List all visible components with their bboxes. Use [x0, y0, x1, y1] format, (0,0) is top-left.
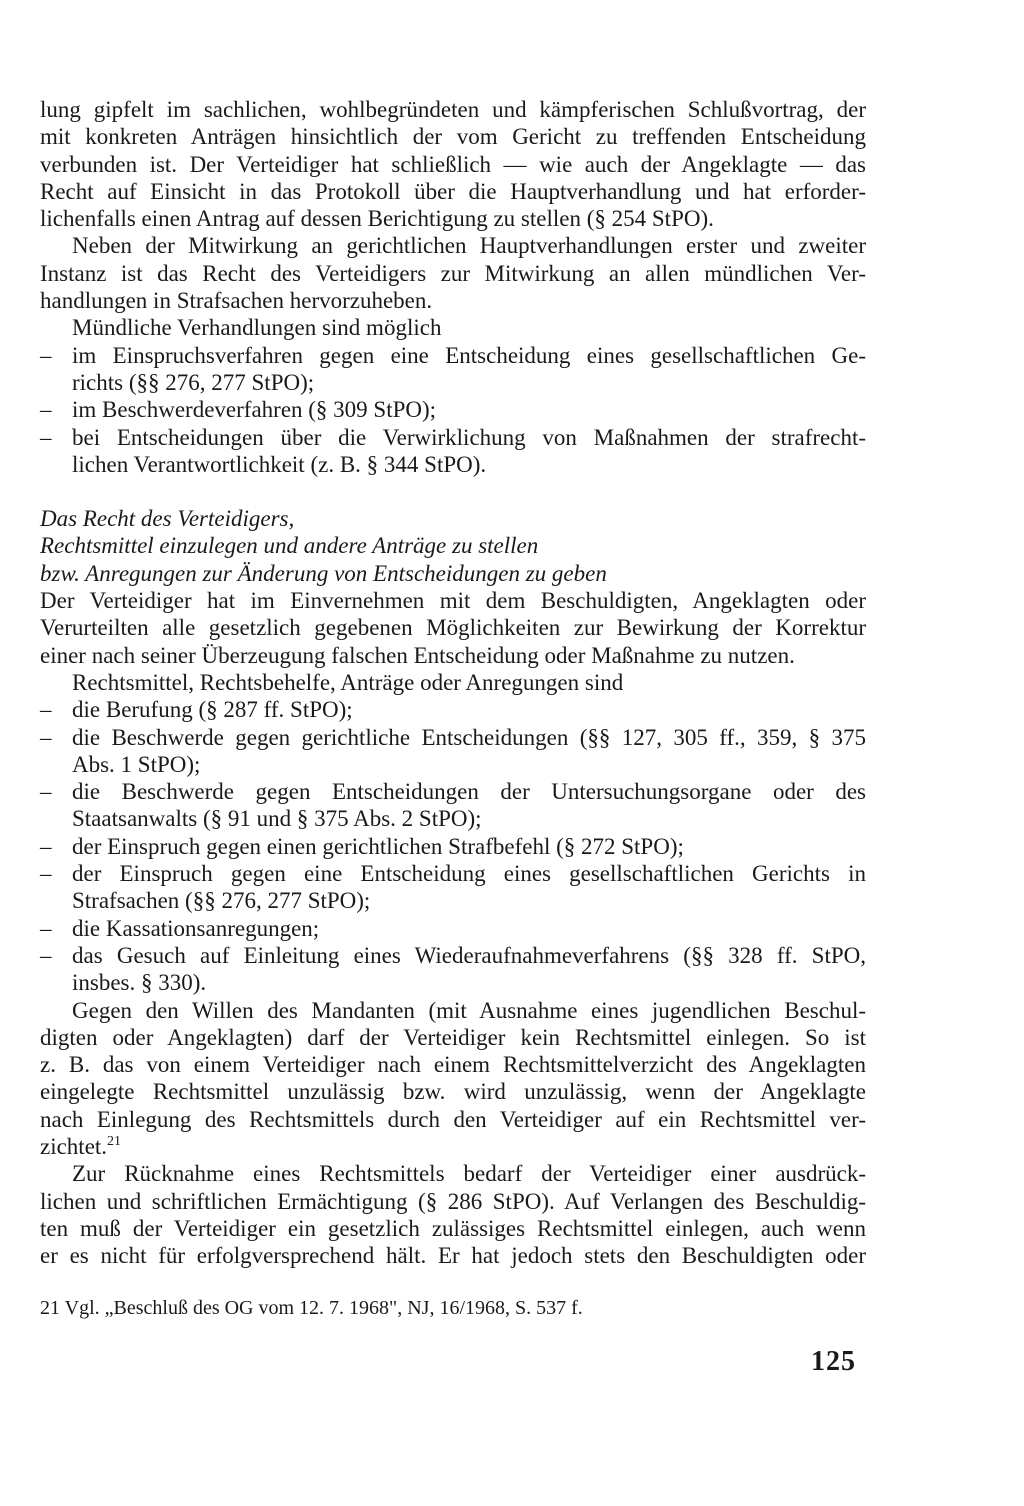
- text-line: das Gesuch auf Einleitung eines Wiederaufnahmeverfahrens (§§ 328 ff. StPO,: [72, 942, 866, 968]
- text-line: Zur Rücknahme eines Rechtsmittels bedarf der Verteidiger einer ausdrück-: [72, 1161, 866, 1187]
- dash-list: [40, 342, 866, 478]
- list-item: [40, 696, 866, 723]
- page-number: 125: [811, 1346, 856, 1377]
- paragraph: [40, 587, 866, 669]
- text-line: Neben der Mitwirkung an gerichtlichen Hauptverhandlungen erster und zweiter: [72, 233, 866, 259]
- paragraph: [40, 232, 866, 314]
- dash-bullet: –: [40, 779, 52, 805]
- text-line: ten muß der Verteidiger ein gesetzlich zulässiges Rechtsmittel einlegen, auch wenn: [40, 1215, 866, 1241]
- list-item: [40, 942, 866, 997]
- text-line: die Beschwerde gegen Entscheidungen der Untersuchungsorgane oder des: [72, 779, 866, 805]
- list-item: [40, 833, 866, 860]
- text-line: Der Verteidiger hat im Einvernehmen mit dem Beschuldigten, Angeklagten oder: [40, 588, 866, 614]
- footnote: [40, 1296, 866, 1320]
- text-line: [40, 1133, 866, 1160]
- dash-list: [40, 696, 866, 996]
- text-line: eingelegte Rechtsmittel unzulässig bzw. wird unzulässig, wenn der Angeklagte: [40, 1079, 866, 1105]
- dash-bullet: –: [40, 397, 52, 423]
- text-line: Gegen den Willen des Mandanten (mit Ausnahme eines jugendlichen Beschul-: [72, 997, 866, 1023]
- text-line: im Einspruchsverfahren gegen eine Entscheidung eines gesellschaftlichen Ge-: [72, 342, 866, 368]
- text-line: Strafsachen (§§ 276, 277 StPO);: [72, 888, 371, 914]
- text-line: digten oder Angeklagten) darf der Verteidiger kein Rechtsmittel einlegen. So ist: [40, 1024, 866, 1050]
- list-item: [40, 724, 866, 779]
- text-line: lung gipfelt im sachlichen, wohlbegründeten und kämpferischen Schlußvortrag, der: [40, 97, 866, 122]
- text-line: der Einspruch gegen einen gerichtlichen Strafbefehl (§ 272 StPO);: [72, 833, 684, 859]
- text-line: die Beschwerde gegen gerichtliche Entscheidungen (§§ 127, 305 ff., 359, § 375: [72, 724, 866, 750]
- text-line: richts (§§ 276, 277 StPO);: [72, 369, 315, 395]
- text-line: der Einspruch gegen eine Entscheidung eines gesellschaftlichen Gerichts in: [72, 861, 866, 887]
- paragraph: [40, 96, 866, 232]
- text-line: Recht auf Einsicht in das Protokoll über die Hauptverhandlung und hat erforder-: [40, 178, 866, 204]
- text-line: nach Einlegung des Rechtsmittels durch den Verteidiger auf ein Rechtsmittel ver-: [40, 1106, 866, 1132]
- dash-bullet: –: [40, 861, 52, 887]
- section-heading: [40, 505, 866, 587]
- list-item: [40, 778, 866, 833]
- list-item: [40, 424, 866, 479]
- text-line: z. B. das von einem Verteidiger nach einem Rechtsmittelverzicht des Angeklagten: [40, 1052, 866, 1078]
- list-item: [40, 396, 866, 423]
- text-line: lichen Verantwortlichkeit (z. B. § 344 StPO).: [72, 451, 487, 477]
- dash-bullet: –: [40, 915, 52, 941]
- list-item: [40, 860, 866, 915]
- text-line: insbes. § 330).: [72, 970, 207, 996]
- text-line: mit konkreten Anträgen hinsichtlich der vom Gericht zu treffenden Entscheidung: [40, 124, 866, 150]
- text-fragment: zichtet.: [40, 1133, 108, 1159]
- text-line: die Kassationsanregungen;: [72, 915, 320, 941]
- text-line: Staatsanwalts (§ 91 und § 375 Abs. 2 StPO);: [72, 806, 482, 832]
- dash-bullet: –: [40, 724, 52, 750]
- text-line: bei Entscheidungen über die Verwirklichung von Maßnahmen der strafrecht-: [72, 424, 866, 450]
- heading-line: Rechtsmittel einzulegen und andere Anträge zu stellen: [40, 533, 539, 559]
- dash-bullet: –: [40, 424, 52, 450]
- text-line: einer nach seiner Überzeugung falschen Entscheidung oder Maßnahme zu nutzen.: [40, 642, 795, 668]
- list-item: [40, 915, 866, 942]
- text-line: die Berufung (§ 287 ff. StPO);: [72, 697, 353, 723]
- body-text: [40, 96, 866, 1269]
- paragraph: [40, 997, 866, 1161]
- text-line: handlungen in Strafsachen hervorzuheben.: [40, 288, 433, 314]
- list-intro: Mündliche Verhandlungen sind möglich: [72, 315, 442, 341]
- text-line: Abs. 1 StPO);: [72, 751, 201, 777]
- text-line: verbunden ist. Der Verteidiger hat schließlich — wie auch der Angeklagte — das: [40, 151, 866, 177]
- dash-bullet: –: [40, 697, 52, 723]
- paragraph: [40, 1160, 866, 1269]
- dash-bullet: –: [40, 342, 52, 368]
- text-line: Verurteilten alle gesetzlich gegebenen Möglichkeiten zur Bewirkung der Korrektur: [40, 615, 866, 641]
- footnote-number: 21: [40, 1297, 60, 1319]
- heading-line: bzw. Anregungen zur Änderung von Entscheidungen zu geben: [40, 560, 607, 586]
- spacer: [40, 478, 866, 505]
- text-line: lichen und schriftlichen Ermächtigung (§ 286 StPO). Auf Verlangen des Beschuldig-: [40, 1188, 866, 1214]
- footnote-text: Vgl. „Beschluß des OG vom 12. 7. 1968", NJ, 16/1968, S. 537 f.: [64, 1297, 583, 1319]
- footnote-reference[interactable]: 21: [107, 1133, 122, 1149]
- text-line: er es nicht für erfolgversprechend hält. Er hat jedoch stets den Beschuldigten oder: [40, 1243, 866, 1269]
- heading-line: Das Recht des Verteidigers,: [40, 506, 295, 532]
- list-intro: Rechtsmittel, Rechtsbehelfe, Anträge oder Anregungen sind: [72, 669, 624, 695]
- text-line: im Beschwerdeverfahren (§ 309 StPO);: [72, 397, 437, 423]
- text-line: Instanz ist das Recht des Verteidigers zur Mitwirkung an allen mündlichen Ver-: [40, 260, 866, 286]
- list-item: [40, 342, 866, 397]
- dash-bullet: –: [40, 833, 52, 859]
- dash-bullet: –: [40, 942, 52, 968]
- text-line: lichenfalls einen Antrag auf dessen Berichtigung zu stellen (§ 254 StPO).: [40, 206, 714, 232]
